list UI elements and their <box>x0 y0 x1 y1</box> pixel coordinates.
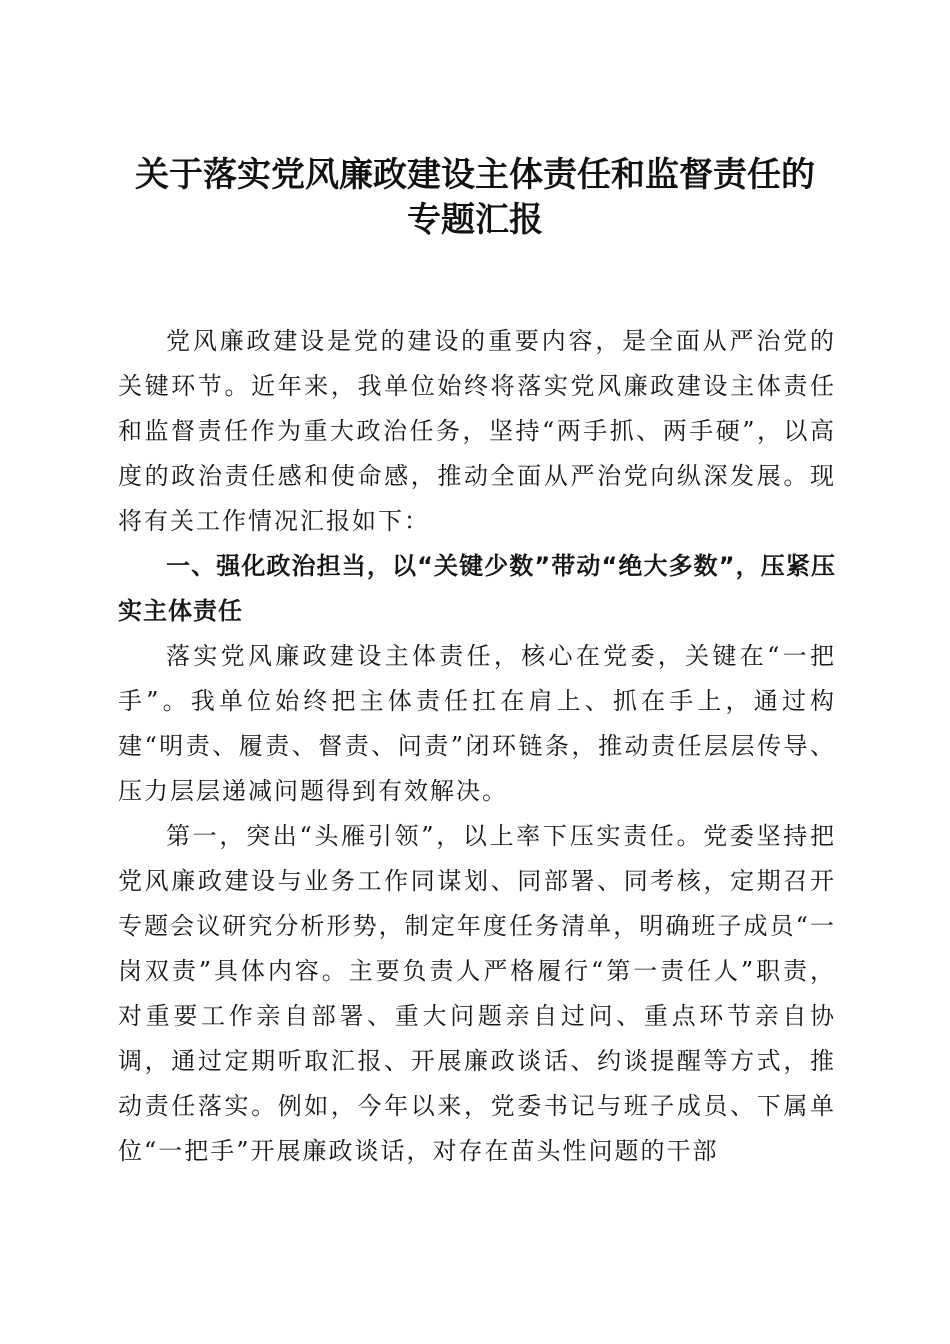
section-heading-1: 一、强化政治担当，以“关键少数”带动“绝大多数”，压紧压实主体责任 <box>118 552 836 625</box>
document-title-line-1: 关于落实党风廉政建设主体责任和监督责任的 <box>135 155 815 195</box>
body-paragraph: 第一，突出“头雁引领”，以上率下压实责任。党委坚持把党风廉政建设与业务工作同谋划、同部署、同考核，定期召开专题会议研究分析形势，制定年度任务清单，明确班子成员“一岗双责”具体内容。主要负责人严格履行“第一责任人”职责，对重要工作亲自部署、重大问题亲自过问、重点环节亲自协调，通过定期听取汇报、开展廉政谈话、约谈提醒等方式，推动责任落实。例如，今年以来，党委书记与班子成员、下属单位“一把手”开展廉政谈话，对存在苗头性问题的干部 <box>118 822 836 1165</box>
document-body <box>118 319 836 1174</box>
document-title-line-2: 专题汇报 <box>407 200 543 240</box>
body-paragraph: 落实党风廉政建设主体责任，核心在党委，关键在“一把手”。我单位始终把主体责任扛在肩上、抓在手上，通过构建“明责、履责、督责、问责”闭环链条，推动责任层层传导、压力层层递减问题得到有效解决。 <box>118 642 836 805</box>
intro-paragraph: 党风廉政建设是党的建设的重要内容，是全面从严治党的关键环节。近年来，我单位始终将落实党风廉政建设主体责任和监督责任作为重大政治任务，坚持“两手抓、两手硬”，以高度的政治责任感和使命感，推动全面从严治党向纵深发展。现将有关工作情况汇报如下： <box>118 327 836 535</box>
